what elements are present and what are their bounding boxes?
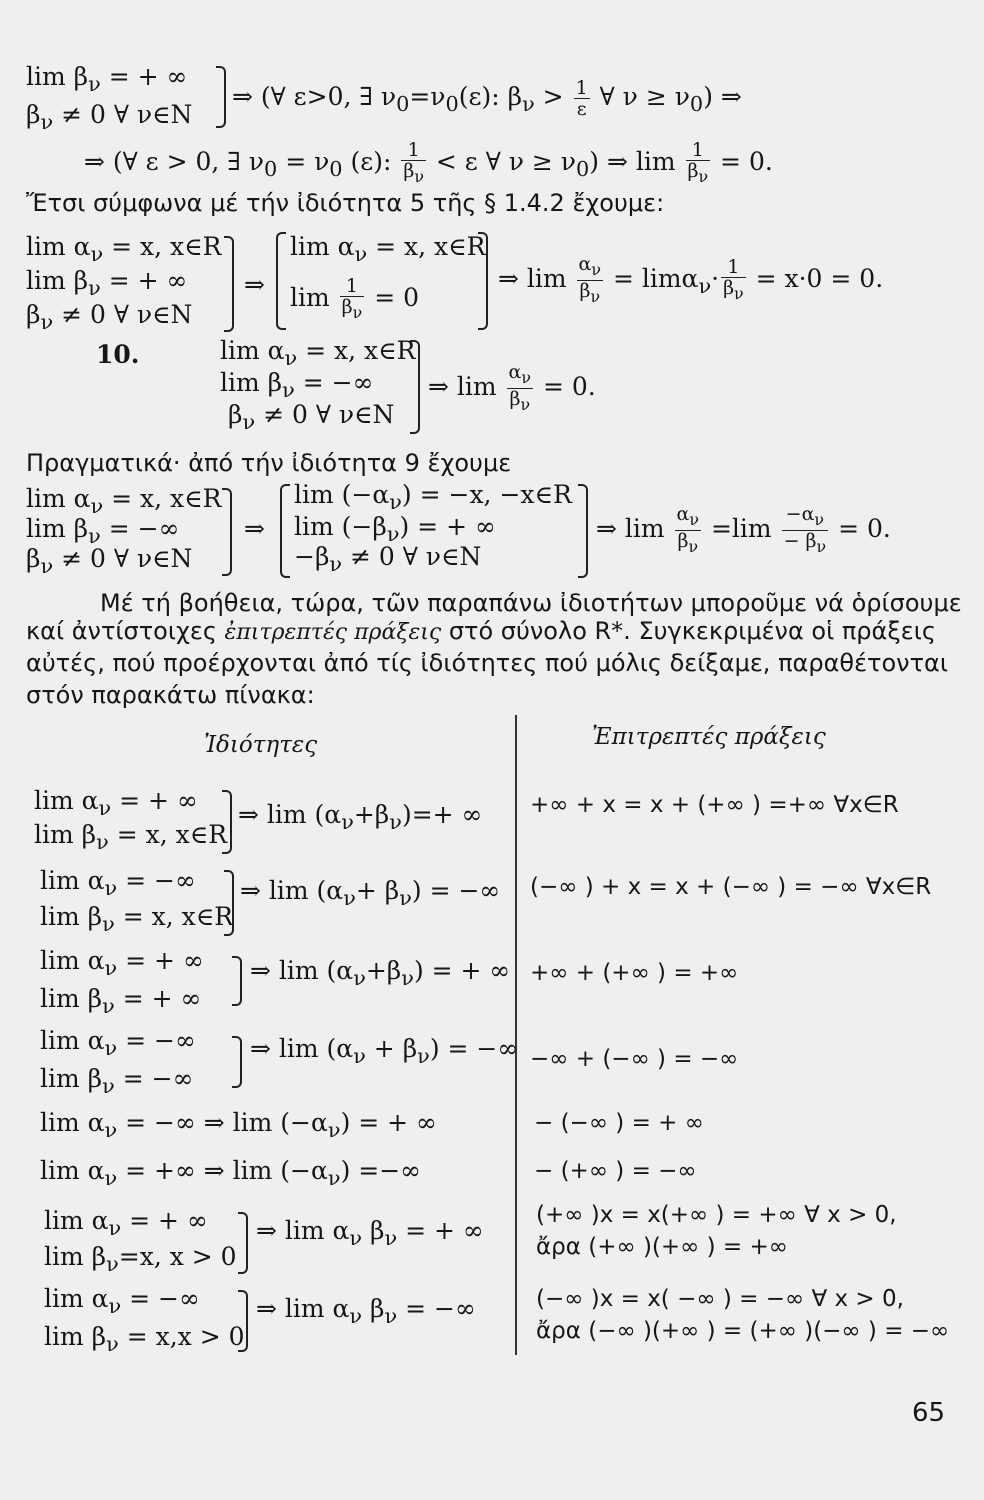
block11-conclusion: ⇒ lim $\frac{\alpha_\nu}{\beta_\nu}$ =lim $\frac{-\alpha_\nu}{- \beta_\nu}$ = 0. [596, 503, 891, 556]
brace [216, 66, 226, 128]
table-row-2-b: $\lim \beta_\nu = x$, x∈R [40, 902, 234, 936]
block11-b2: $\lim (-\beta_\nu)$ = + ∞ [294, 512, 496, 546]
table-header-properties: Ἰδιότητες [204, 732, 318, 758]
table-row-3-a: $\lim \alpha_\nu$ = + ∞ [40, 946, 204, 980]
top-beta-nonzero: $\beta_\nu \ne 0$ ∀ ν∈N [26, 100, 193, 134]
para-line-1: Μέ τή βοήθεια, τώρα, τῶν παραπάνω ἰδιοτήτων μποροῦμε νά ὁρίσουμε [100, 589, 962, 617]
brace [232, 956, 242, 1006]
table-row-8-a: $\lim \alpha_\nu$ = −∞ [44, 1284, 200, 1318]
para-line-3: αὐτές, πού προέρχονται ἀπό τίς ἰδιότητες πού μόλις δείξαμε, παραθέτονται [26, 649, 948, 677]
brace [224, 870, 234, 936]
block10-a1: $\lim \alpha_\nu = x$, x∈R [220, 336, 416, 370]
block9-b2: lim $\frac{1}{\beta_\nu}$ = 0 [290, 275, 420, 322]
table-row-1-operation: +∞ + x = x + (+∞ ) =+∞ ∀x∈R [530, 792, 899, 818]
table-row-8-b: $\lim \beta_\nu = x,x > 0$ [44, 1322, 245, 1356]
table-row-1-a: $\lim \alpha_\nu$ = + ∞ [34, 786, 198, 820]
brace [478, 232, 488, 330]
table-row-2-result: ⇒ $\lim (\alpha_\nu+ \beta_\nu)$ = −∞ [240, 876, 501, 910]
table-row-4-operation: −∞ + (−∞ ) = −∞ [530, 1046, 739, 1072]
block9-a1: $\lim \alpha_\nu = x$, x∈R [26, 232, 222, 266]
block11-b3: $-\beta_\nu \ne 0$ ∀ ν∈N [294, 542, 482, 576]
block10-a2: $\lim \beta_\nu$ = −∞ [220, 368, 374, 402]
table-row-4-result: ⇒ $\lim (\alpha_\nu + \beta_\nu)$ = −∞ [250, 1034, 519, 1068]
block11-a3: $\beta_\nu \ne 0$ ∀ ν∈N [26, 544, 193, 578]
block11-a1: $\lim \alpha_\nu = x$, x∈R [26, 484, 222, 518]
table-row-1-b: $\lim \beta_\nu = x$, x∈R [34, 820, 228, 854]
block11-imp: ⇒ [244, 514, 265, 543]
block9-b1: $\lim \alpha_\nu = x$, x∈R [290, 232, 486, 266]
brace [222, 790, 232, 854]
table-row-4-b: $\lim \beta_\nu$ = −∞ [40, 1064, 194, 1098]
brace [410, 340, 420, 434]
top-second-implication: ⇒ (∀ ε > 0, ∃ $\nu_0 = \nu_0$ (ε): $\frac{1}{\beta_\nu}$ < ε ∀ $\nu \ge \nu_0$) ⇒ lim $\frac{1}{\beta_\nu}$ = 0. [84, 139, 773, 186]
table-row-2-a: $\lim \alpha_\nu$ = −∞ [40, 866, 196, 900]
brace [238, 1290, 248, 1352]
block9-imp: ⇒ [244, 270, 265, 299]
table-row-2-operation: (−∞ ) + x = x + (−∞ ) = −∞ ∀x∈R [530, 874, 932, 900]
table-header-operations: Ἐπιτρεπτές πράξεις [592, 724, 826, 750]
table-row-3-b: $\lim \beta_\nu$ = + ∞ [40, 984, 202, 1018]
item-number-10: 10. [96, 340, 140, 369]
table-row-3-operation: +∞ + (+∞ ) = +∞ [530, 960, 739, 986]
block10-conclusion: ⇒ lim $\frac{\alpha_\nu}{\beta_\nu}$ = 0. [428, 361, 596, 414]
table-row-5-operation: − (−∞ ) = + ∞ [534, 1110, 704, 1136]
table-row-7-operation-2: ἄρα (+∞ )(+∞ ) = +∞ [536, 1234, 788, 1260]
table-row-7-b: $\lim \beta_\nu=x$, x > 0 [44, 1242, 237, 1276]
para-line-2: καί ἀντίστοιχες ἐπιτρεπτές πράξεις στό σύνολο R*. Συγκεκριμένα οἱ πράξεις [26, 617, 936, 645]
brace [238, 1212, 248, 1274]
brace [578, 484, 588, 578]
block11-a2: $\lim \beta_\nu$ = −∞ [26, 514, 180, 548]
top-limit-beta: $\lim \beta_\nu$ = + ∞ [26, 62, 188, 96]
top-implication: ⇒ (∀ ε>0, ∃ $\nu_0=\nu_0(\varepsilon)$: $\beta_\nu$ > $\frac{1}{\varepsilon}$ ∀ $\nu \ge \nu_0$) ⇒ [232, 77, 742, 120]
table-row-7-operation-1: (+∞ )x = x(+∞ ) = +∞ ∀ x > 0, [536, 1202, 897, 1228]
para-line-4: στόν παρακάτω πίνακα: [26, 681, 315, 709]
brace [222, 488, 232, 576]
block9-conclusion: ⇒ lim $\frac{\alpha_\nu}{\beta_\nu}$ = limα$_\nu$· $\frac{1}{\beta_\nu}$ = x·0 = 0. [498, 253, 884, 306]
table-row-7-result: ⇒ $\lim \alpha_\nu$ $\beta_\nu$ = + ∞ [256, 1216, 484, 1250]
brace [224, 236, 234, 332]
block9-a2: $\lim \beta_\nu$ = + ∞ [26, 266, 188, 300]
text-etsi: Ἔτσι σύμφωνα μέ τήν ἰδιότητα 5 τῆς § 1.4.2 ἔχουμε: [26, 189, 665, 217]
block11-b1: $\lim (-\alpha_\nu) = -x$, −x∈R [294, 480, 572, 514]
table-row-8-operation-1: (−∞ )x = x( −∞ ) = −∞ ∀ x > 0, [536, 1286, 904, 1312]
block9-a3: $\beta_\nu \ne 0$ ∀ ν∈N [26, 300, 193, 334]
table-row-7-a: $\lim \alpha_\nu$ = + ∞ [44, 1206, 208, 1240]
block10-a3: $\beta_\nu \ne 0$ ∀ ν∈N [228, 400, 395, 434]
brace [280, 484, 290, 578]
table-row-6-operation: − (+∞ ) = −∞ [534, 1158, 697, 1184]
brace [276, 232, 286, 330]
text-pragmatika: Πραγματικά· ἀπό τήν ἰδιότητα 9 ἔχουμε [26, 449, 512, 477]
table-row-6: $\lim \alpha_\nu$ = +∞ ⇒ $\lim (-\alpha_\nu)$ =−∞ [40, 1156, 421, 1190]
table-row-8-operation-2: ἄρα (−∞ )(+∞ ) = (+∞ )(−∞ ) = −∞ [536, 1318, 950, 1344]
table-row-5: $\lim \alpha_\nu$ = −∞ ⇒ $\lim (-\alpha_\nu)$ = + ∞ [40, 1108, 437, 1142]
table-row-1-result: ⇒ $\lim (\alpha_\nu+\beta_\nu)=+$ ∞ [238, 800, 483, 834]
brace [232, 1036, 242, 1088]
table-row-3-result: ⇒ $\lim (\alpha_\nu+\beta_\nu)$ = + ∞ [250, 956, 511, 990]
table-row-4-a: $\lim \alpha_\nu$ = −∞ [40, 1026, 196, 1060]
table-row-8-result: ⇒ $\lim \alpha_\nu$ $\beta_\nu$ = −∞ [256, 1294, 476, 1328]
page-number: 65 [912, 1398, 946, 1428]
